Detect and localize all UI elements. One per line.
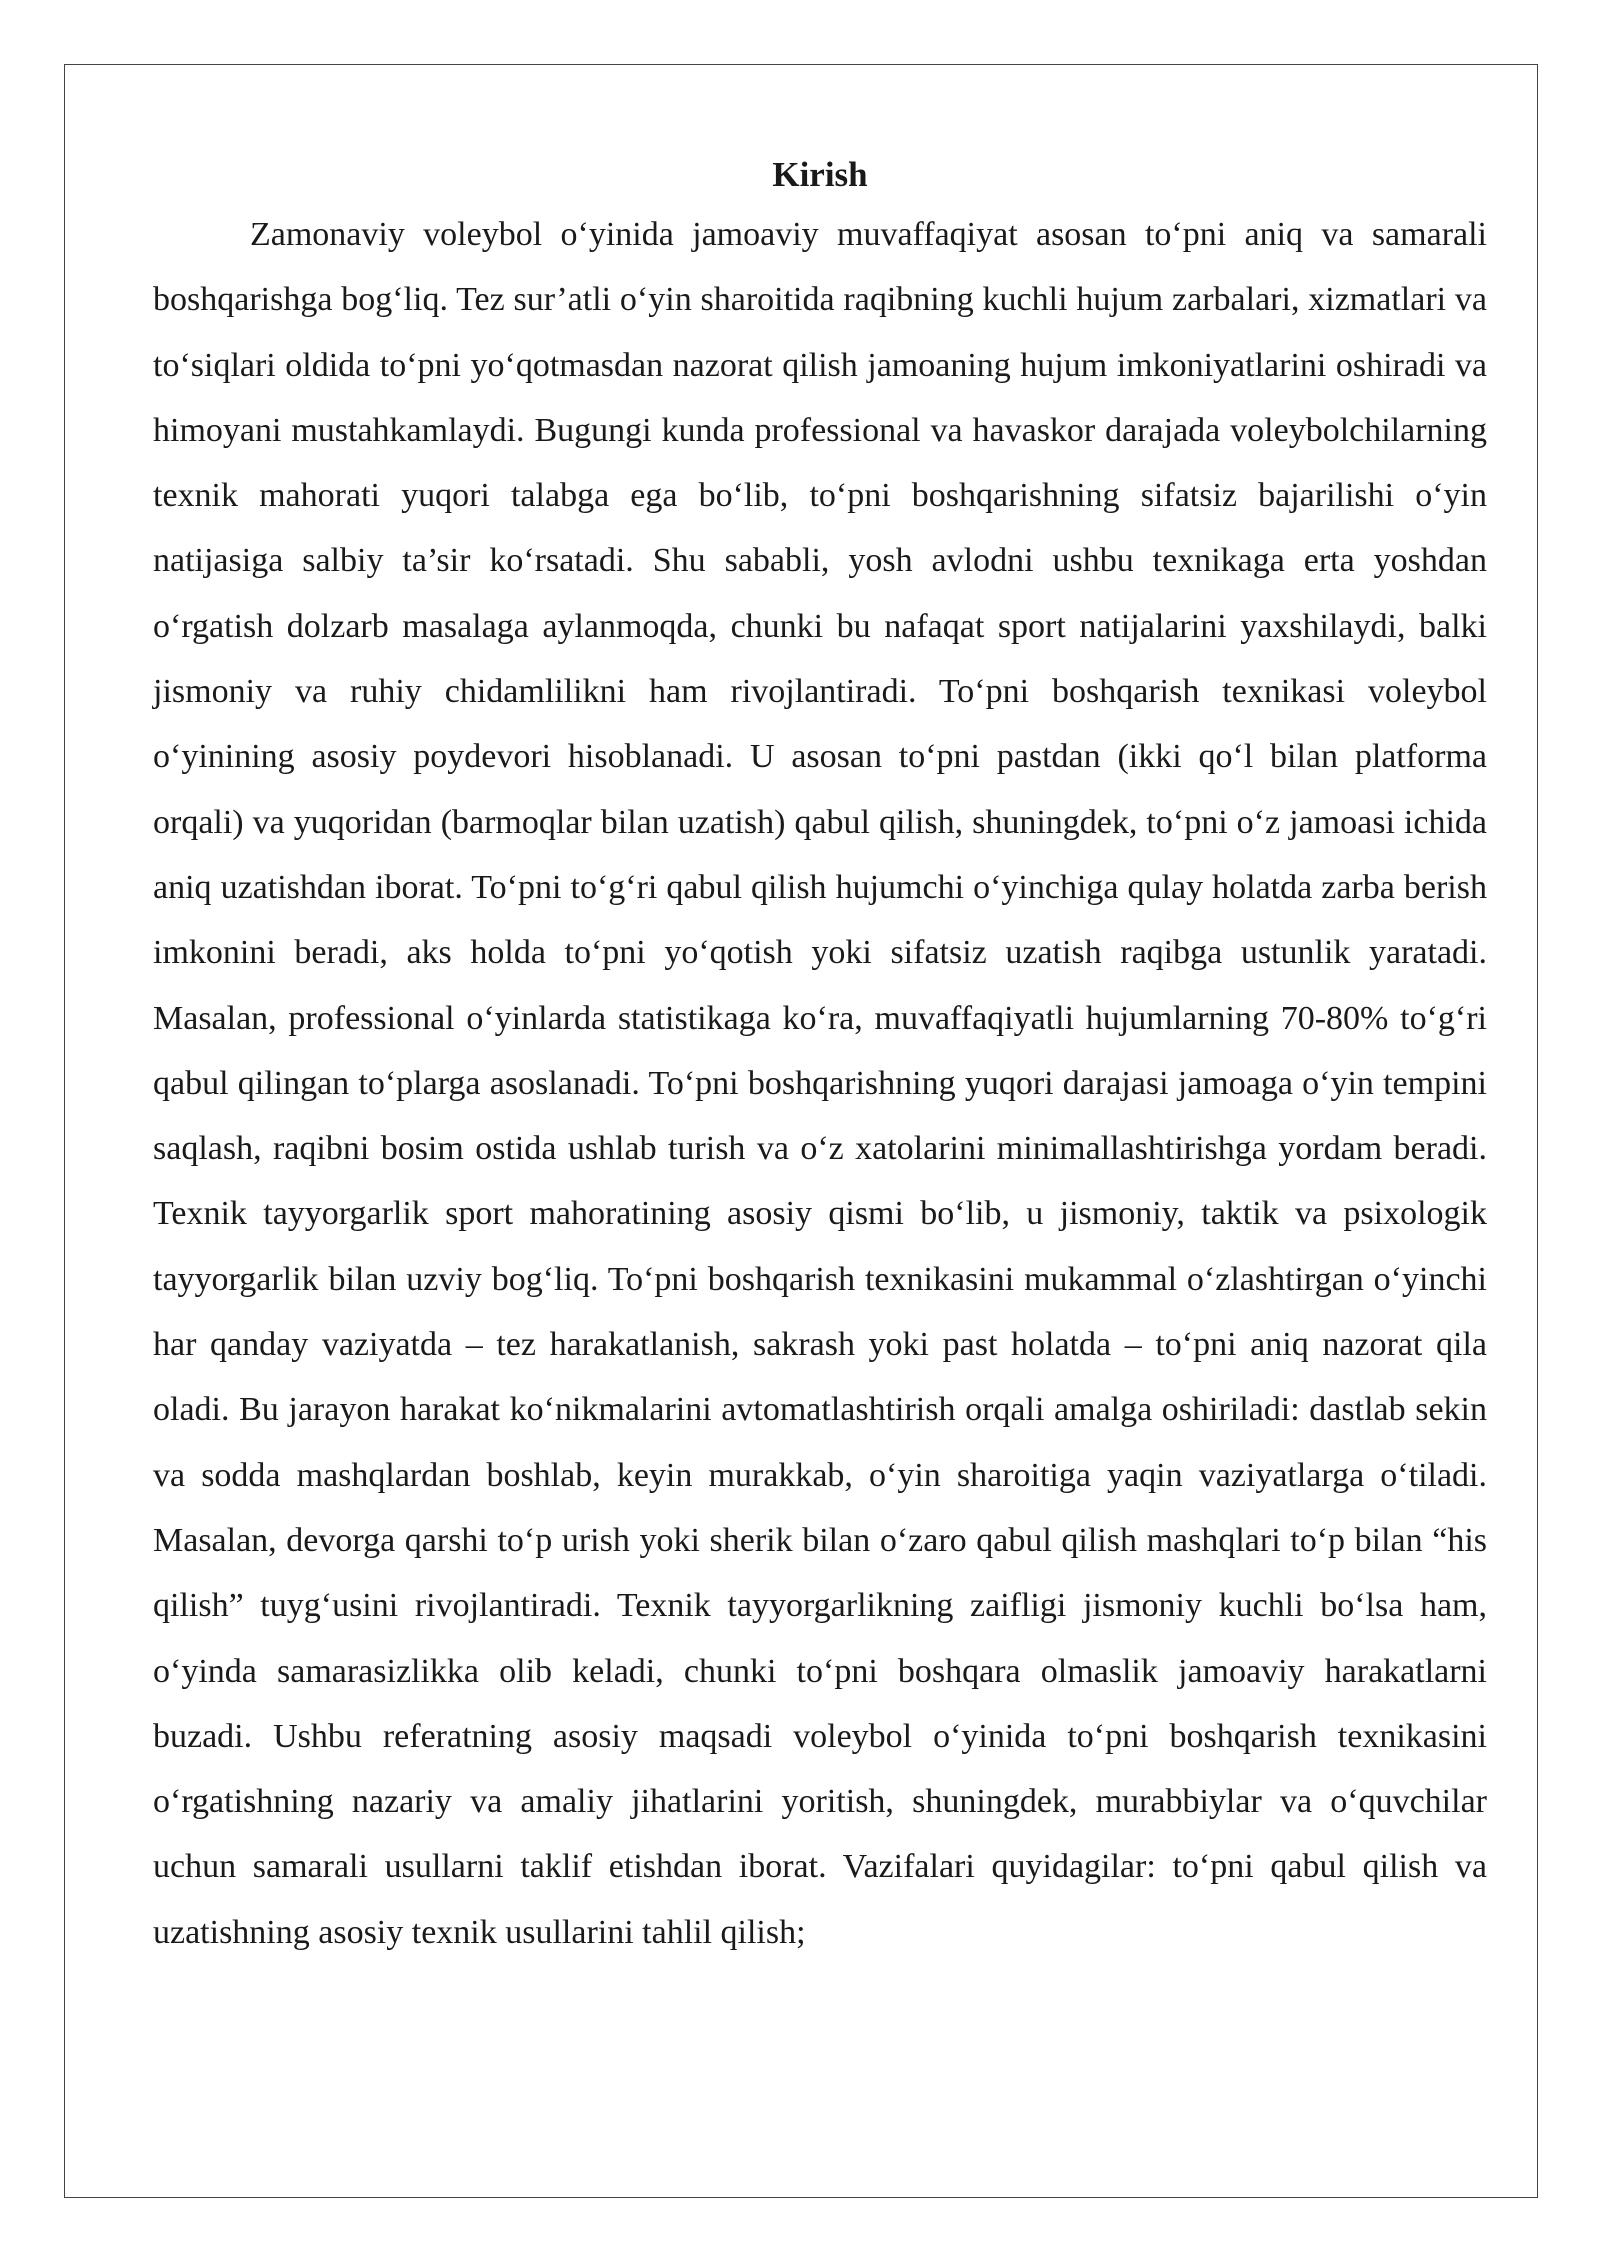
body-paragraph: Zamonaviy voleybol o‘yinida jamoaviy muvaffaqiyat asosan to‘pni aniq va samarali boshqarishga bog‘liq. Tez sur’atli o‘yin sharoitida raqibning kuchli hujum zarbalari, xizmatlari va to‘siqlari oldida to‘pni yo‘qotmasdan nazorat qilish jamoaning hujum imkoniyatlarini oshiradi va himoyani mustahkamlaydi. Bugungi kunda professional va havaskor darajada voleybolchilarning texnik mahorati yuqori talabga ega bo‘lib, to‘pni boshqarishning sifatsiz bajarilishi o‘yin natijasiga salbiy ta’sir ko‘rsatadi. Shu sababli, yosh avlodni ushbu texnikaga erta yoshdan o‘rgatish dolzarb masalaga aylanmoqda, chunki bu nafaqat sport natijalarini yaxshilaydi, balki jismoniy va ruhiy chidamlilikni ham rivojlantiradi. To‘pni boshqarish texnikasi voleybol o‘yinining asosiy poydevori hisoblanadi. U asosan to‘pni pastdan (ikki qo‘l bilan platforma orqali) va yuqoridan (barmoqlar bilan uzatish) qabul qilish, shuningdek, to‘pni o‘z jamoasi ichida aniq uzatishdan iborat. To‘pni to‘g‘ri qabul qilish hujumchi o‘yinchiga qulay holatda zarba berish imkonini beradi, aks holda to‘pni yo‘qotish yoki sifatsiz uzatish raqibga ustunlik yaratadi. Masalan, professional o‘yinlarda statistikaga ko‘ra, muvaffaqiyatli hujumlarning 70-80% to‘g‘ri qabul qilingan to‘plarga asoslanadi. To‘pni boshqarishning yuqori darajasi jamoaga o‘yin tempini saqlash, raqibni bosim ostida ushlab turish va o‘z xatolarini minimallashtirishga yordam beradi. Texnik tayyorgarlik sport mahoratining asosiy qismi bo‘lib, u jismoniy, taktik va psixologik tayyorgarlik bilan uzviy bog‘liq. To‘pni boshqarish texnikasini mukammal o‘zlashtirgan o‘yinchi har qanday vaziyatda – tez harakatlanish, sakrash yoki past holatda – to‘pni aniq nazorat qila oladi. Bu jarayon harakat ko‘nikmalarini avtomatlashtirish orqali amalga oshiriladi: dastlab sekin va sodda mashqlardan boshlab, keyin murakkab, o‘yin sharoitiga yaqin vaziyatlarga o‘tiladi. Masalan, devorga qarshi to‘p urish yoki sherik bilan o‘zaro qabul qilish mashqlari to‘p bilan “his qilish” tuyg‘usini rivojlantiradi. Texnik tayyorgarlikning zaifligi jismoniy kuchli bo‘lsa ham, o‘yinda samarasizlikka olib keladi, chunki to‘pni boshqara olmaslik jamoaviy harakatlarni buzadi. Ushbu referatning asosiy maqsadi voleybol o‘yinida to‘pni boshqarish texnikasini o‘rgatishning nazariy va amaliy jihatlarini yoritish, shuningdek, murabbiylar va o‘quvchilar uchun samarali usullarni taklif etishdan iborat. Vazifalari quyidagilar: to‘pni qabul qilish va uzatishning asosiy texnik usullarini tahlil qilish; xyxy=(153,216,1487,1951)
section-title: Kirish xyxy=(772,155,868,194)
document-body xyxy=(153,148,1487,1965)
